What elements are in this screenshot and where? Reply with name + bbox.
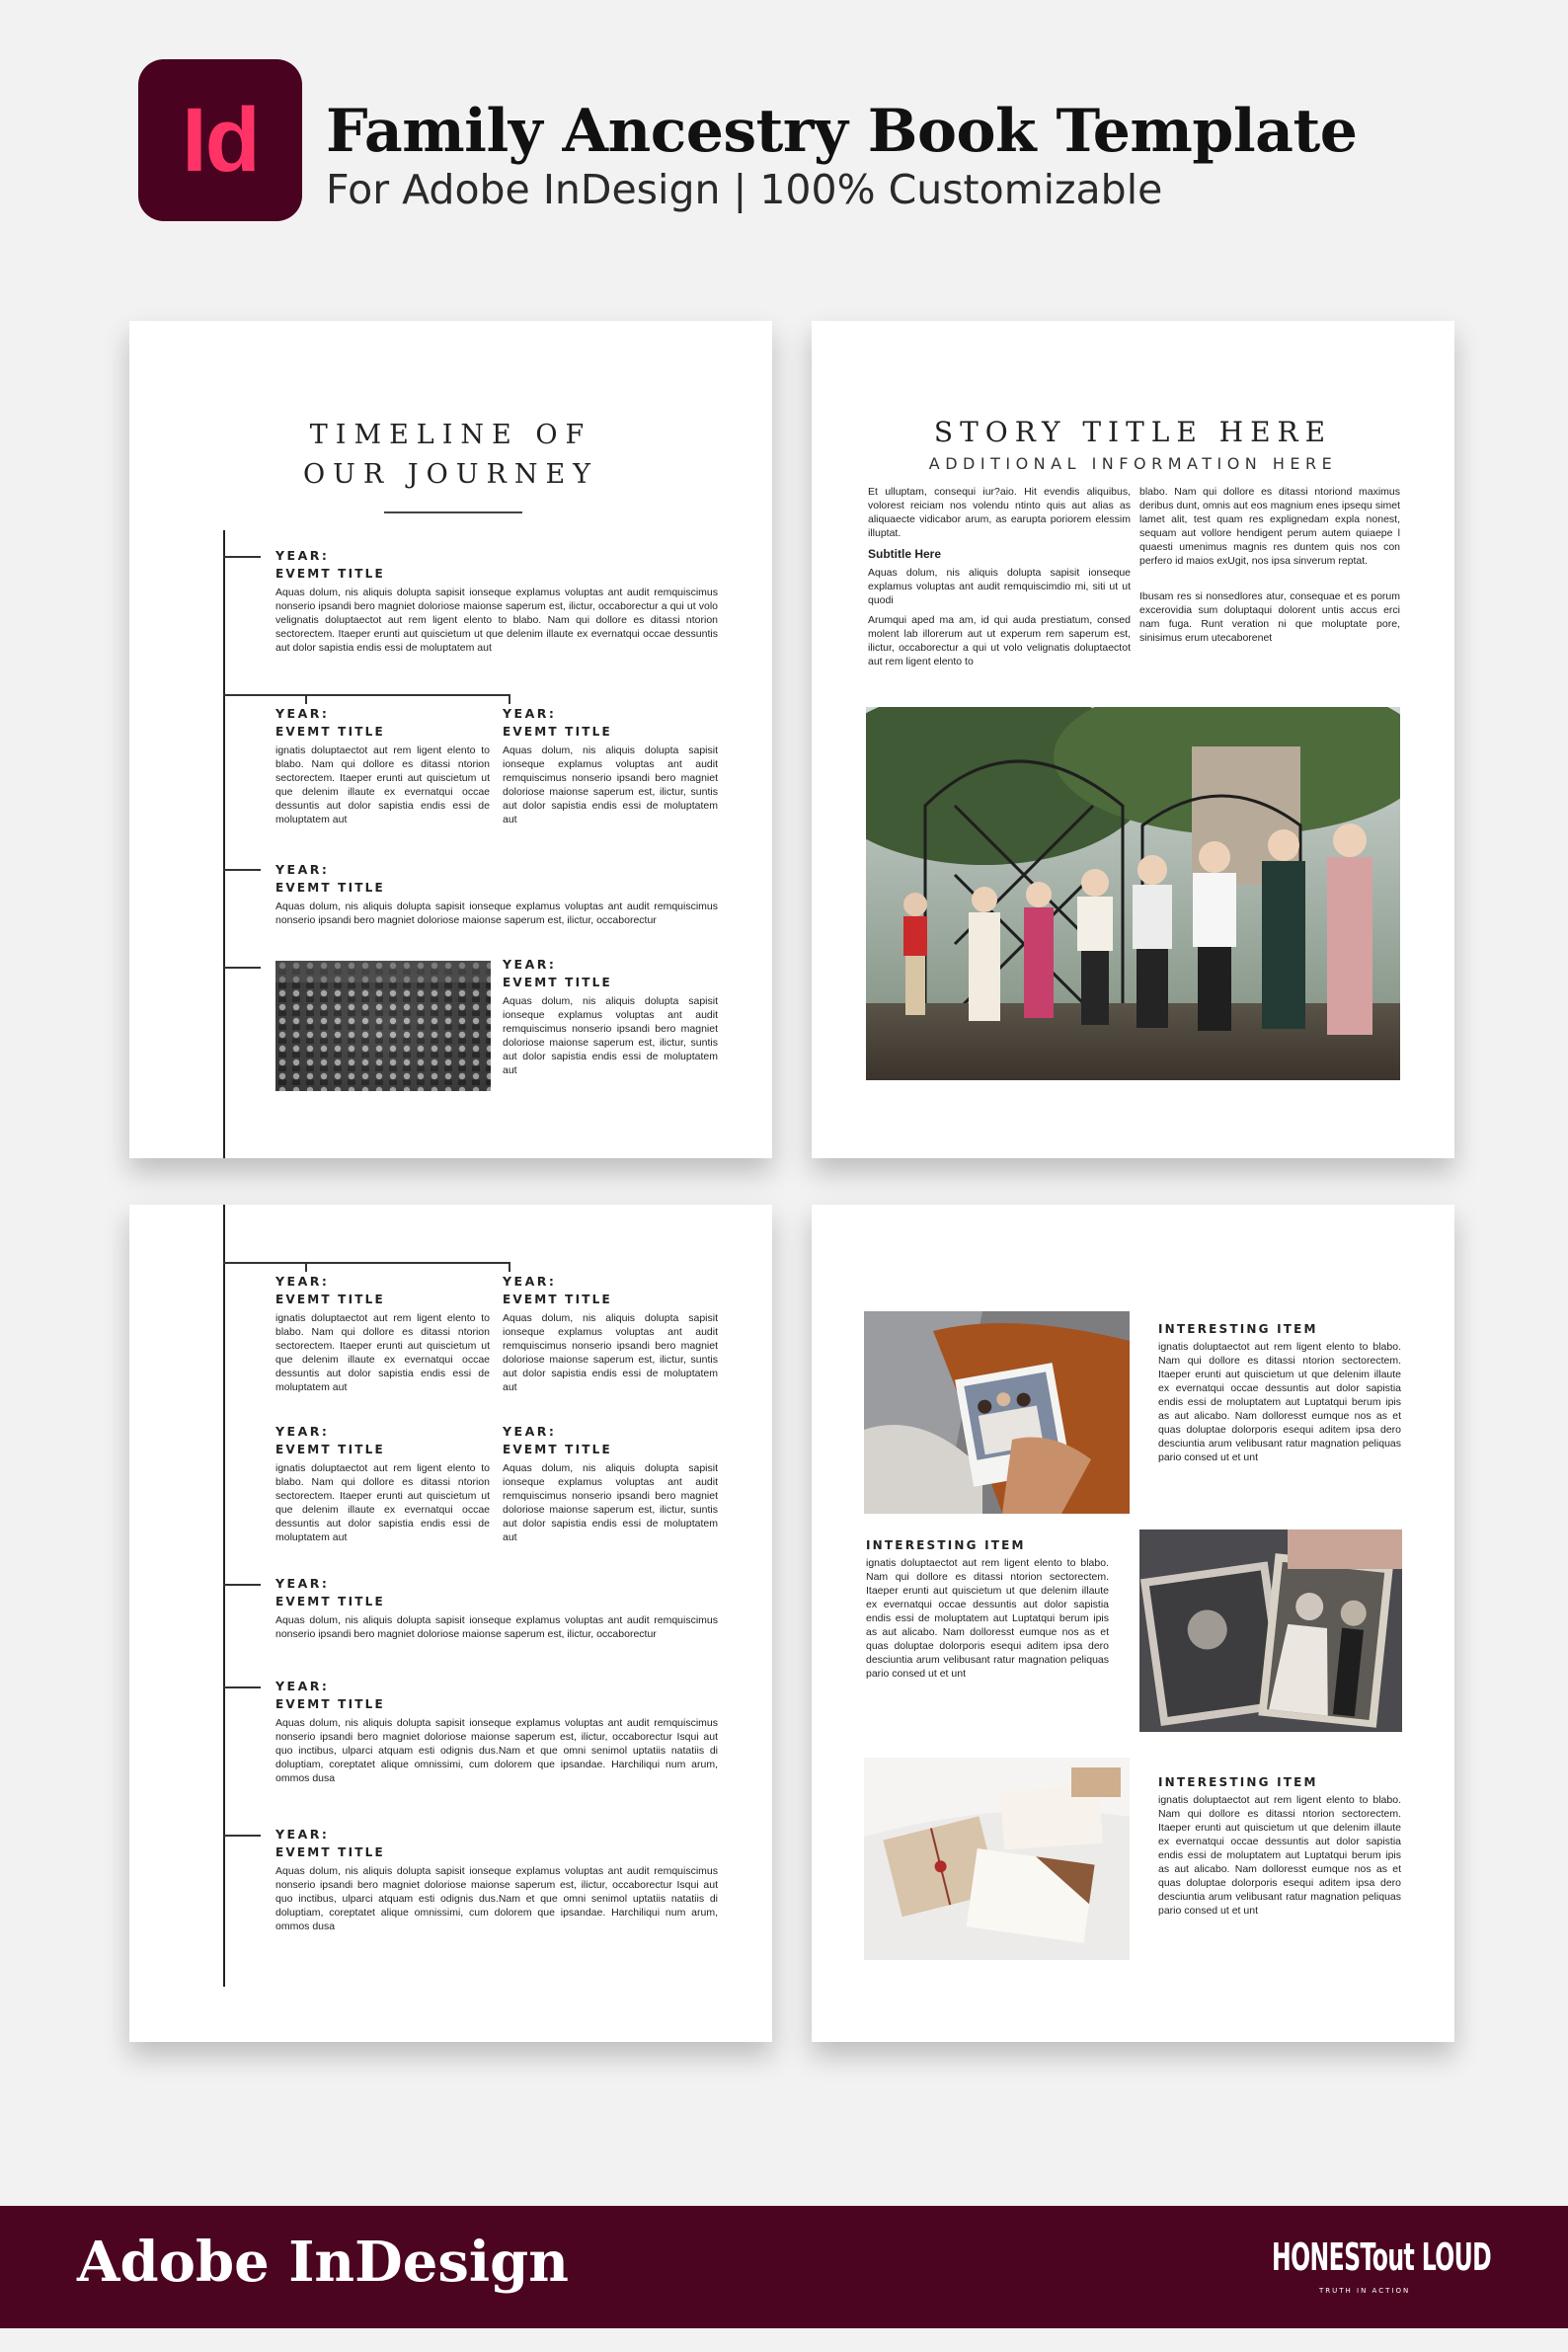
story-col1-para2: Aquas dolum, nis aliquis dolupta sapisit ionseque explamus voluptas ant audit remquiscimdio mi, siti ut ut quodi [868, 567, 1131, 606]
event-title: EVEMT TITLE [503, 1293, 612, 1306]
event-body: Aquas dolum, nis aliquis dolupta sapisit ionseque explamus voluptas ant audit remquiscimus nonserio ipsandi bero magniet doloriose maionse saperum est, ilictur, occaborectur [275, 901, 718, 926]
event-year: YEAR: [503, 957, 557, 972]
brand-tagline: TRUTH IN ACTION [1319, 2287, 1411, 2295]
event-year: YEAR: [275, 862, 330, 877]
heading-rule [384, 511, 522, 513]
event-title: EVEMT TITLE [275, 1595, 385, 1608]
event-body: Aquas dolum, nis aliquis dolupta sapisit ionseque explamus voluptas ant audit remquiscimus nonserio ipsandi bero magniet doloriose maionse saperum est, ilictur, occaborectur Isqui aut quo inctibus, ulparci atquam esti odignis dus.Nam et que omni senimol uptatiis natatiis di doluptiam, coreptatet alique omnissimi, cum dolorem que ipsandae. Harchiliqui num arum, ommos dusa [275, 1717, 718, 1784]
timeline-tick [305, 694, 307, 704]
event-title: EVEMT TITLE [275, 1845, 385, 1859]
timeline-branch [223, 869, 261, 871]
event-body: ignatis doluptaectot aut rem ligent elento to blabo. Nam qui dollore es ditassi ntorion sectorectem. Itaeper erunti aut quiscietum ut que delenim illaute ex evernatqui occae dessuntis aut dolor sapistia endis essi de moluptatem aut [275, 1312, 490, 1393]
story-col2-para1: blabo. Nam qui dollore es ditassi ntoriond maximus deribus dunt, omnis aut eos magnium enes ipsequ simet lamet alit, test quam res explignedam expla nonest, sequam aut vollore hendigent perum autem quiaepe l quaesti umenimus magnis res duntem quis nos con perfero id maios exUgit, nos ipsa sinverum reptat. [1139, 486, 1400, 567]
event-year: YEAR: [275, 1576, 330, 1591]
footer-bar [0, 2206, 1568, 2328]
app-icon-text: Id [182, 89, 259, 191]
timeline-tick [509, 1262, 510, 1272]
story-col1-para1: Et ulluptam, consequi iur?aio. Hit evendis aliquibus, volorest reiciam nos volendu ntinto quis aut alias as aliquaecte vidicabor arum, as earupta poriorem elessim illuptat. [868, 486, 1131, 539]
timeline-tick [509, 694, 510, 704]
family-children-photo [866, 707, 1400, 1080]
event-body: ignatis doluptaectot aut rem ligent elento to blabo. Nam qui dollore es ditassi ntorion sectorectem. Itaeper erunti aut quiscietum ut que delenim illaute ex evernatqui occae dessuntis aut dolor sapistia endis essi de moluptatem aut [275, 745, 490, 825]
item-title: INTERESTING ITEM [1158, 1322, 1318, 1336]
timeline-branch [223, 556, 261, 558]
item-title: INTERESTING ITEM [1158, 1775, 1318, 1789]
vintage-wedding-photos [1139, 1529, 1402, 1732]
timeline-heading-line2: OUR JOURNEY [302, 459, 598, 490]
timeline-branch [223, 1262, 510, 1264]
event-title: EVEMT TITLE [503, 725, 612, 739]
event-year: YEAR: [275, 1827, 330, 1842]
timeline-page-1 [129, 321, 772, 1158]
event-body: ignatis doluptaectot aut rem ligent elento to blabo. Nam qui dollore es ditassi ntorion sectorectem. Itaeper erunti aut quiscietum ut que delenim illaute ex evernatqui occae dessuntis aut dolor sapistia endis essi de moluptatem aut [275, 1462, 490, 1543]
polaroid-photo [864, 1311, 1130, 1514]
bottom-margin [0, 2328, 1568, 2352]
footer-title: Adobe InDesign [77, 2230, 570, 2295]
event-title: EVEMT TITLE [503, 976, 612, 989]
class-group-photo [275, 961, 491, 1091]
event-title: EVEMT TITLE [503, 1443, 612, 1456]
item-title: INTERESTING ITEM [866, 1538, 1026, 1552]
brand-wordmark: HONESTout LOUD [1272, 2235, 1492, 2279]
timeline-branch [223, 1835, 261, 1837]
timeline-branch [223, 967, 261, 969]
event-title: EVEMT TITLE [275, 881, 385, 895]
event-year: YEAR: [275, 1679, 330, 1693]
timeline-tick [305, 1262, 307, 1272]
timeline-page-2 [129, 1205, 772, 2042]
timeline-branch [223, 1584, 261, 1586]
event-title: EVEMT TITLE [275, 725, 385, 739]
event-year: YEAR: [275, 1274, 330, 1289]
brand-logo [1272, 2235, 1492, 2305]
event-body: Aquas dolum, nis aliquis dolupta sapisit ionseque explamus voluptas ant audit remquiscimus nonserio ipsandi bero magniet doloriose maionse saperum est, ilictur, suntis aut dolor sapistia endis essi de moluptatem aut [503, 745, 718, 825]
timeline-heading-line1: TIMELINE OF [309, 420, 592, 450]
event-year: YEAR: [503, 1274, 557, 1289]
event-year: YEAR: [503, 706, 557, 721]
timeline-branch [223, 694, 510, 696]
event-body: Aquas dolum, nis aliquis dolupta sapisit ionseque explamus voluptas ant audit remquiscimus nonserio ipsandi bero magniet doloriose maionse saperum est, ilictur, occaborectur a qui ut volo velignatis doluptaectot aut rem ligent elento to blabo. Nam qui dollore es ditassi ntorion sectorectem. Itaeper erunti aut quiscietum ut que delenim illaute ex evernatqui occae dessuntis aut dolor sapistia endis essi de moluptatem aut [275, 587, 718, 654]
event-year: YEAR: [275, 1424, 330, 1439]
event-title: EVEMT TITLE [275, 567, 385, 581]
event-body: Aquas dolum, nis aliquis dolupta sapisit ionseque explamus voluptas ant audit remquiscimus nonserio ipsandi bero magniet doloriose maionse saperum est, ilictur, suntis aut dolor sapistia endis essi de moluptatem aut [503, 1462, 718, 1543]
event-title: EVEMT TITLE [275, 1697, 385, 1711]
timeline-axis [223, 1205, 225, 1987]
item-body: ignatis doluptaectot aut rem ligent elento to blabo. Nam qui dollore es ditassi ntorion sectorectem. Itaeper erunti aut quiscietum ut que delenim illaute ex evernatqui occae dessuntis aut dolor sapistia endis essi de moluptatem aut Luptatqui berum ipis as aut alicabo. Nam dolloresst eumque nos as et quas doluptae dolorporis esequi aditem ipsa dero desciuntia arum velibusant ratur magnation peliquas pario consed ut et unt [866, 1557, 1109, 1680]
timeline-branch [223, 1686, 261, 1688]
story-page [812, 321, 1454, 1158]
event-year: YEAR: [275, 706, 330, 721]
story-subheading: Subtitle Here [868, 547, 942, 561]
page-title: Family Ancestry Book Template [326, 97, 1358, 166]
event-body: Aquas dolum, nis aliquis dolupta sapisit ionseque explamus voluptas ant audit remquiscimus nonserio ipsandi bero magniet doloriose maionse saperum est, ilictur, suntis aut dolor sapistia endis essi de moluptatem aut [503, 995, 718, 1076]
letters-envelopes-photo [864, 1758, 1130, 1960]
event-year: YEAR: [275, 548, 330, 563]
memorabilia-page [812, 1205, 1454, 2042]
timeline-axis [223, 530, 225, 1158]
indesign-app-icon [138, 59, 302, 221]
story-title: STORY TITLE HERE [933, 416, 1333, 448]
story-col1-para3: Arumqui aped ma am, id qui auda prestiatum, consed molent lab illorerum aut ut experum rem saperum est, ilictur, occaborectur a qui ut volo velignatis doluptaectot aut rem ligent elento to [868, 614, 1131, 667]
item-body: ignatis doluptaectot aut rem ligent elento to blabo. Nam qui dollore es ditassi ntorion sectorectem. Itaeper erunti aut quiscietum ut que delenim illaute ex evernatqui occae dessuntis aut dolor sapistia endis essi de moluptatem aut Luptatqui berum ipis as aut alicabo. Nam dolloresst eumque nos as et quas doluptae dolorporis esequi aditem ipsa dero desciuntia arum velibusant ratur magnation peliquas pario consed ut et unt [1158, 1341, 1401, 1463]
story-subtitle: ADDITIONAL INFORMATION HERE [928, 454, 1338, 473]
event-body: Aquas dolum, nis aliquis dolupta sapisit ionseque explamus voluptas ant audit remquiscimus nonserio ipsandi bero magniet doloriose maionse saperum est, ilictur, suntis aut dolor sapistia endis essi de moluptatem aut [503, 1312, 718, 1393]
event-title: EVEMT TITLE [275, 1293, 385, 1306]
event-body: Aquas dolum, nis aliquis dolupta sapisit ionseque explamus voluptas ant audit remquiscimus nonserio ipsandi bero magniet doloriose maionse saperum est, ilictur, occaborectur Isqui aut quo inctibus, ulparci atquam esti odignis dus.Nam et que omni senimol uptatiis natatiis di doluptiam, coreptatet alique omnissimi, cum dolorem que ipsandae. Harchiliqui num arum, ommos dusa [275, 1865, 718, 1932]
event-title: EVEMT TITLE [275, 1443, 385, 1456]
page-subtitle: For Adobe InDesign | 100% Customizable [326, 166, 1163, 213]
story-col2-para2: Ibusam res si nonsedlores atur, consequae et es porum excerovidia sum doluptaqui dolorent untis accus erci nam fuga. Runt veration ni que moluptate pore, sinisimus erum utecaborenet [1139, 590, 1400, 644]
event-body: Aquas dolum, nis aliquis dolupta sapisit ionseque explamus voluptas ant audit remquiscimus nonserio ipsandi bero magniet doloriose maionse saperum est, ilictur, occaborectur [275, 1614, 718, 1640]
item-body: ignatis doluptaectot aut rem ligent elento to blabo. Nam qui dollore es ditassi ntorion sectorectem. Itaeper erunti aut quiscietum ut que delenim illaute ex evernatqui occae dessuntis aut dolor sapistia endis essi de moluptatem aut Luptatqui berum ipis as aut alicabo. Nam dolloresst eumque nos as et quas doluptae dolorporis esequi aditem ipsa dero desciuntia arum velibusant ratur magnation peliquas pario consed ut et unt [1158, 1794, 1401, 1917]
event-year: YEAR: [503, 1424, 557, 1439]
